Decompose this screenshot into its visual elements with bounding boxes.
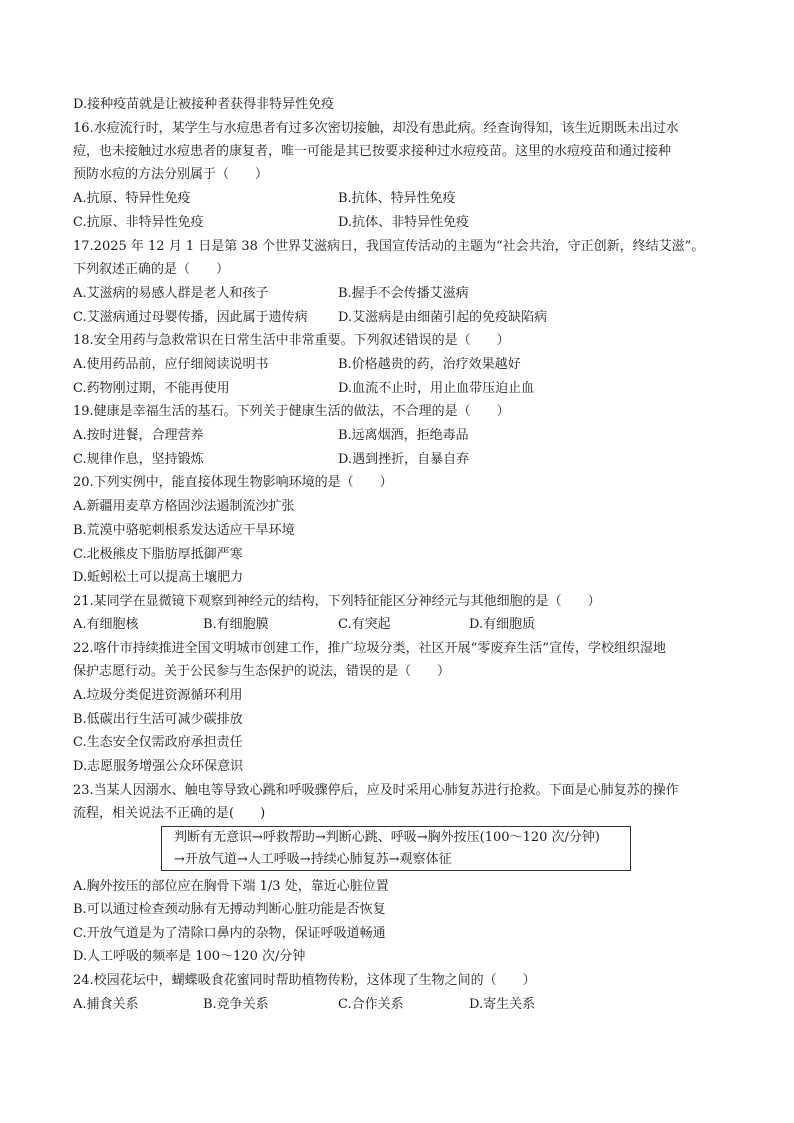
q23-stem-line2: 流程，相关说法不正确的是( ): [73, 806, 266, 821]
q16-option-b: B.抗体、特异性免疫: [338, 191, 456, 206]
q23-option-d: D.人工呼吸的频率是 100～120 次/分钟: [73, 949, 306, 964]
q18-option-c: C.药物刚过期，不能再使用: [73, 381, 230, 396]
q23-stem-line1: 23.当某人因溺水、触电等导致心跳和呼吸骤停后，应及时采用心肺复苏进行抢救。下面是心肺复苏的操作: [73, 783, 679, 798]
q24-option-c: C.合作关系: [338, 997, 404, 1012]
q24-stem-line1: 24.校园花坛中，蝴蝶吸食花蜜同时帮助植物传粉，这体现了生物之间的（ ）: [73, 973, 536, 988]
q22-stem-line2: 保护志愿行动。关于公民参与生态保护的说法，错误的是（ ）: [73, 664, 451, 679]
q19-option-b: B.远离烟酒，拒绝毒品: [338, 428, 469, 443]
q17-option-c: C.艾滋病通过母婴传播，因此属于遗传病: [73, 310, 308, 325]
cpr-flow-line2: →开放气道→人工呼吸→持续心肺复苏→观察体征: [174, 852, 452, 867]
q24-option-d: D.寄生关系: [469, 997, 536, 1012]
q15-option-d: D.接种疫苗就是让被接种者获得非特异性免疫: [73, 97, 335, 112]
cpr-flow-line1: 判断有无意识→呼救帮助→判断心跳、呼吸→胸外按压(100～120 次/分钟): [174, 830, 600, 845]
q16-option-a: A.抗原、特异性免疫: [73, 191, 191, 206]
cpr-flow-box: [161, 826, 631, 871]
q20-option-d: D.蚯蚓松土可以提高土壤肥力: [73, 570, 244, 585]
q19-stem-line1: 19.健康是幸福生活的基石。下列关于健康生活的做法，不合理的是（ ）: [73, 404, 510, 419]
q20-option-a: A.新疆用麦草方格固沙法遏制流沙扩张: [73, 499, 295, 514]
q17-stem-line1: 17.2025 年 12 月 1 日是第 38 个世界艾滋病日，我国宣传活动的主题为“社会共治，守正创新，终结艾滋”。: [73, 239, 705, 254]
q22-option-d: D.志愿服务增强公众环保意识: [73, 759, 244, 774]
q18-option-b: B.价格越贵的药，治疗效果越好: [338, 357, 521, 372]
q20-option-b: B.荒漠中骆驼刺根系发达适应干旱环境: [73, 523, 295, 538]
q24-option-b: B.竞争关系: [203, 997, 269, 1012]
q19-option-d: D.遇到挫折，自暴自弃: [338, 452, 470, 467]
q16-stem-line2: 痘，也未接触过水痘患者的康复者，唯一可能是其已按要求接种过水痘疫苗。这里的水痘疫苗和通过接种: [73, 144, 672, 159]
q22-option-c: C.生态安全仅需政府承担责任: [73, 735, 243, 750]
q16-stem-line1: 16.水痘流行时，某学生与水痘患者有过多次密切接触，却没有患此病。经查询得知，该生近期既未出过水: [73, 121, 679, 136]
q22-option-a: A.垃圾分类促进资源循环利用: [73, 688, 243, 703]
q18-stem-line1: 18.安全用药与急救常识在日常生活中非常重要。下列叙述错误的是（ ）: [73, 333, 510, 348]
q18-option-a: A.使用药品前，应仔细阅读说明书: [73, 357, 269, 372]
q17-option-a: A.艾滋病的易感人群是老人和孩子: [73, 286, 269, 301]
q16-option-c: C.抗原、非特异性免疫: [73, 215, 204, 230]
q20-stem-line1: 20.下列实例中，能直接体现生物影响环境的是（ ）: [73, 475, 393, 490]
q23-option-b: B.可以通过检查颈动脉有无搏动判断心脏功能是否恢复: [73, 902, 386, 917]
q16-option-d: D.抗体、非特异性免疫: [338, 215, 470, 230]
q22-option-b: B.低碳出行生活可减少碳排放: [73, 712, 243, 727]
q21-stem-line1: 21.某同学在显微镜下观察到神经元的结构，下列特征能区分神经元与其他细胞的是（ ）: [73, 594, 601, 609]
q19-option-a: A.按时进餐，合理营养: [73, 428, 204, 443]
q17-stem-line2: 下列叙述正确的是（ ）: [73, 262, 230, 277]
q19-option-c: C.规律作息，坚持锻炼: [73, 452, 204, 467]
q16-stem-line3: 预防水痘的方法分别属于（ ）: [73, 167, 269, 182]
q23-option-c: C.开放气道是为了清除口鼻内的杂物，保证呼吸道畅通: [73, 926, 386, 941]
q18-option-d: D.血流不止时，用止血带压迫止血: [338, 381, 535, 396]
q17-option-b: B.握手不会传播艾滋病: [338, 286, 469, 301]
q21-option-d: D.有细胞质: [469, 617, 536, 632]
q21-option-b: B.有细胞膜: [203, 617, 269, 632]
q17-option-d: D.艾滋病是由细菌引起的免疫缺陷病: [338, 310, 548, 325]
q23-option-a: A.胸外按压的部位应在胸骨下端 1/3 处，靠近心脏位置: [73, 879, 389, 894]
q20-option-c: C.北极熊皮下脂肪厚抵御严寒: [73, 547, 243, 562]
q21-option-a: A.有细胞核: [73, 617, 139, 632]
q24-option-a: A.捕食关系: [73, 997, 139, 1012]
q21-option-c: C.有突起: [338, 617, 391, 632]
q22-stem-line1: 22.喀什市持续推进全国文明城市创建工作，推广垃圾分类，社区开展“零废弃生活”宣传，学校组织湿地: [73, 641, 666, 656]
